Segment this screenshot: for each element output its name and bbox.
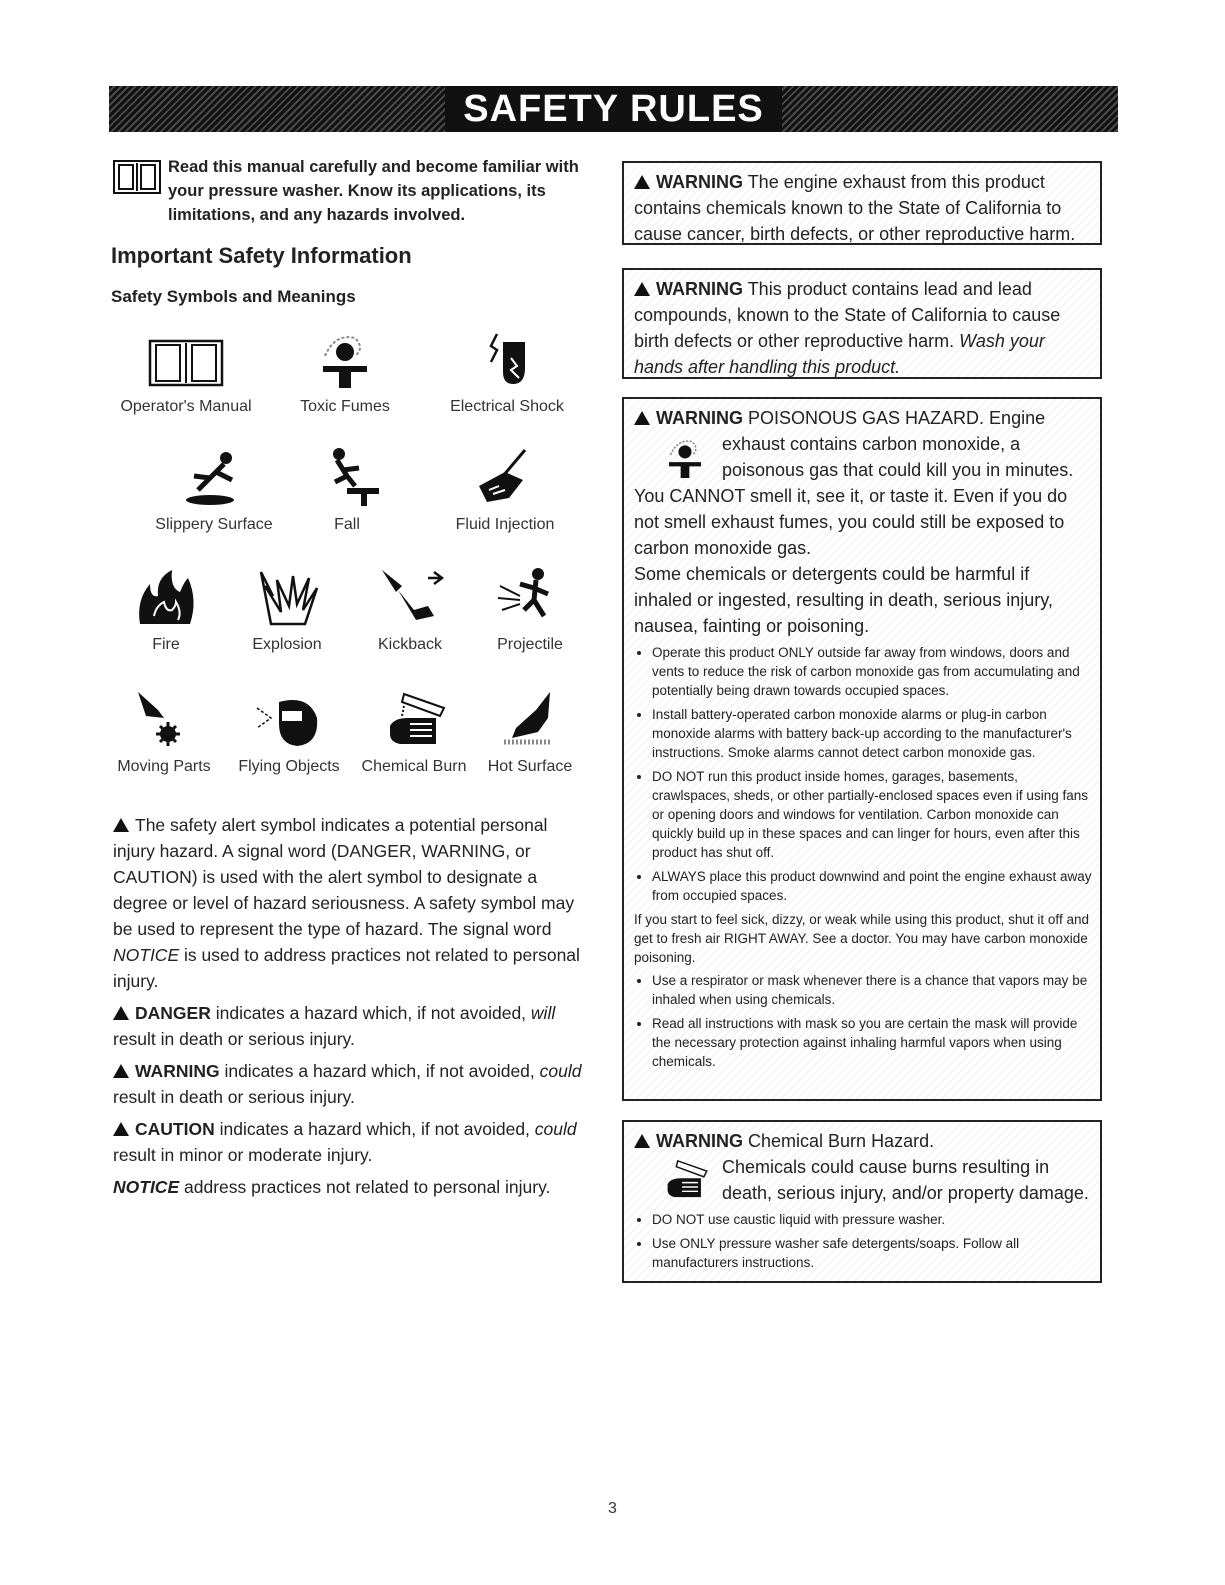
symbol-label: Chemical Burn [361, 758, 467, 775]
warning-box-chemical-burn: WARNING Chemical Burn Hazard. Chemicals could cause burns resulting in death, serious injury, and/or property damage. • DO NOT use caustic liquid with pressure washer. • Use ONLY pressure washer safe detergents/soaps. Follow all manufacturers instructions. [622, 1120, 1102, 1283]
symbol-operators-manual [116, 335, 256, 416]
symbol-label: Slippery Surface [155, 516, 273, 533]
symbol-label: Fluid Injection [455, 516, 555, 533]
symbol-label: Fall [334, 516, 360, 533]
symbol-flying-objects [219, 688, 359, 776]
hot-surface-icon [490, 688, 570, 750]
symbol-fall [277, 446, 417, 534]
toxic-fumes-icon [305, 328, 385, 390]
poisonous-gas-list: • Operate this product ONLY outside far away from windows, doors and vents to reduce the risk of carbon monoxide gas from accumulating and potentially being drawn towards occupied spaces. • Install battery-operated carbon monoxide alarms or plug-in carbon monoxide alarms with battery back-up according to the manufacturer's instructions. Smoke alarms cannot detect carbon monoxide gas. • DO NOT run this product inside homes, garages, basements, crawlspaces, sheds, or other partially-enclosed spaces even if using fans or opening doors and windows for ventilation. Carbon monoxide can quickly build up in these spaces and can linger for hours, even after this product has shut off. • ALWAYS place this product downwind and point the engine exhaust away from occupied spaces. [634, 643, 1092, 905]
danger-definition: DANGER indicates a hazard which, if not avoided, will result in death or serious injury. [113, 1003, 556, 1049]
symbol-moving-parts [94, 688, 234, 776]
intro-text: Read this manual carefully and become familiar with your pressure washer. Know its applications, its limitations, and any hazards involved. [168, 158, 579, 224]
symbol-slippery-surface [144, 446, 284, 534]
notice-definition: NOTICE address practices not related to personal injury. [113, 1177, 551, 1197]
alert-triangle-icon [634, 175, 650, 189]
warning-definition: WARNING indicates a hazard which, if not avoided, could result in death or serious injury. [113, 1061, 582, 1107]
section-heading-symbols: Safety Symbols and Meanings [111, 287, 356, 306]
symbol-label: Explosion [252, 636, 322, 653]
chemical-burn-icon [374, 688, 454, 750]
book-icon [111, 155, 163, 197]
slippery-surface-icon [174, 446, 254, 508]
alert-triangle-icon [113, 1064, 129, 1078]
fire-icon [126, 566, 206, 628]
symbol-label: Kickback [377, 636, 443, 653]
explosion-icon [247, 566, 327, 628]
fall-icon [307, 446, 387, 508]
flying-objects-icon [249, 688, 329, 750]
alert-triangle-icon [634, 282, 650, 296]
moving-parts-icon [124, 688, 204, 750]
alert-triangle-icon [113, 1006, 129, 1020]
warning-box-exhaust: WARNING The engine exhaust from this product contains chemicals known to the State of California to cause cancer, birth defects, or other reproductive harm. [622, 161, 1102, 245]
chemical-burn-list: • DO NOT use caustic liquid with pressure washer. • Use ONLY pressure washer safe detergents/soaps. Follow all manufacturers instructions. [634, 1210, 1092, 1272]
symbol-fluid-injection [435, 446, 575, 534]
respirator-list: • Use a respirator or mask whenever there is a chance that vapors may be inhaled when using chemicals. • Read all instructions with mask so you are certain the mask will provide the necessary protection against inhaling harmful vapors when using chemicals. [634, 971, 1092, 1071]
warning-box-poisonous-gas: WARNING POISONOUS GAS HAZARD. Engine exhaust contains carbon monoxide, a poisonous gas that could kill you in minutes. You CANNOT smell it, see it, or taste it. Even if you do not smell exhaust fumes, you could still be exposed to carbon monoxide gas. Some chemicals or detergents could be harmful if inhaled or ingested, resulting in death, serious injury, nausea, fainting or poisoning. • Operate this product ONLY outside far away from windows, doors and vents to reduce the risk of carbon monoxide gas from accumulating and potentially being drawn towards occupied spaces. • Install battery-operated carbon monoxide alarms or plug-in carbon monoxide alarms with battery back-up according to the manufacturer's instructions. Smoke alarms cannot detect carbon monoxide gas. • DO NOT run this product inside homes, garages, basements, crawlspaces, sheds, or other partially-enclosed spaces even if using fans or opening doors and windows for ventilation. Carbon monoxide can quickly build up in these spaces and can linger for hours, even after this product has shut off. • ALWAYS place this product downwind and point the engine exhaust away from occupied spaces. If you start to feel sick, dizzy, or weak while using this product, shut it off and get to fresh air RIGHT AWAY. See a doctor. You may have carbon monoxide poisoning. • Use a respirator or mask whenever there is a chance that vapors may be inhaled when using chemicals. • Read all instructions with mask so you are certain the mask will provide the necessary protection against inhaling harmful vapors when using chemicals. [622, 397, 1102, 1101]
page-number: 3 [608, 1500, 617, 1517]
fluid-injection-icon [465, 446, 545, 508]
alert-triangle-icon [634, 1134, 650, 1148]
alert-symbol-paragraph: The safety alert symbol indicates a potential personal injury hazard. A signal word (DANGER, WARNING, or CAUTION) is used with the alert symbol to designate a degree or level of hazard seriousness. A safety symbol may be used to represent the type of hazard. The signal word NOTICE is used to address practices not related to personal injury. [113, 815, 580, 991]
book-icon [146, 335, 226, 390]
warning-box-lead: WARNING This product contains lead and lead compounds, known to the State of California to cause birth defects or other reproductive harm. Wash your hands after handling this product. [622, 268, 1102, 379]
projectile-icon [490, 566, 570, 628]
alert-triangle-icon [634, 411, 650, 425]
symbol-label: Toxic Fumes [300, 398, 390, 415]
caution-definition: CAUTION indicates a hazard which, if not avoided, could result in minor or moderate injury. [113, 1119, 577, 1165]
symbol-fire [96, 566, 236, 654]
electrical-shock-icon [467, 328, 547, 390]
alert-triangle-icon [113, 818, 129, 832]
symbol-label: Moving Parts [117, 758, 211, 775]
signal-word-definitions [113, 812, 583, 1206]
header-banner [109, 86, 1118, 132]
toxic-fumes-icon [656, 431, 714, 483]
kickback-icon [370, 566, 450, 628]
symbol-label: Hot Surface [487, 758, 573, 775]
symbol-label: Electrical Shock [450, 398, 564, 415]
symbol-kickback [340, 566, 480, 654]
chemical-burn-icon [656, 1154, 714, 1204]
symbol-electrical-shock [437, 328, 577, 416]
symbol-label: Flying Objects [238, 758, 340, 775]
symbol-label: Operator's Manual [120, 398, 252, 415]
symbol-label: Projectile [497, 636, 563, 653]
section-heading-important: Important Safety Information [111, 243, 412, 268]
symbol-explosion [217, 566, 357, 654]
symbol-label: Fire [152, 636, 180, 653]
symbol-hot-surface [460, 688, 600, 776]
symbol-toxic-fumes [275, 328, 415, 416]
page-title: SAFETY RULES [445, 86, 782, 132]
alert-triangle-icon [113, 1122, 129, 1136]
symbol-projectile [460, 566, 600, 654]
